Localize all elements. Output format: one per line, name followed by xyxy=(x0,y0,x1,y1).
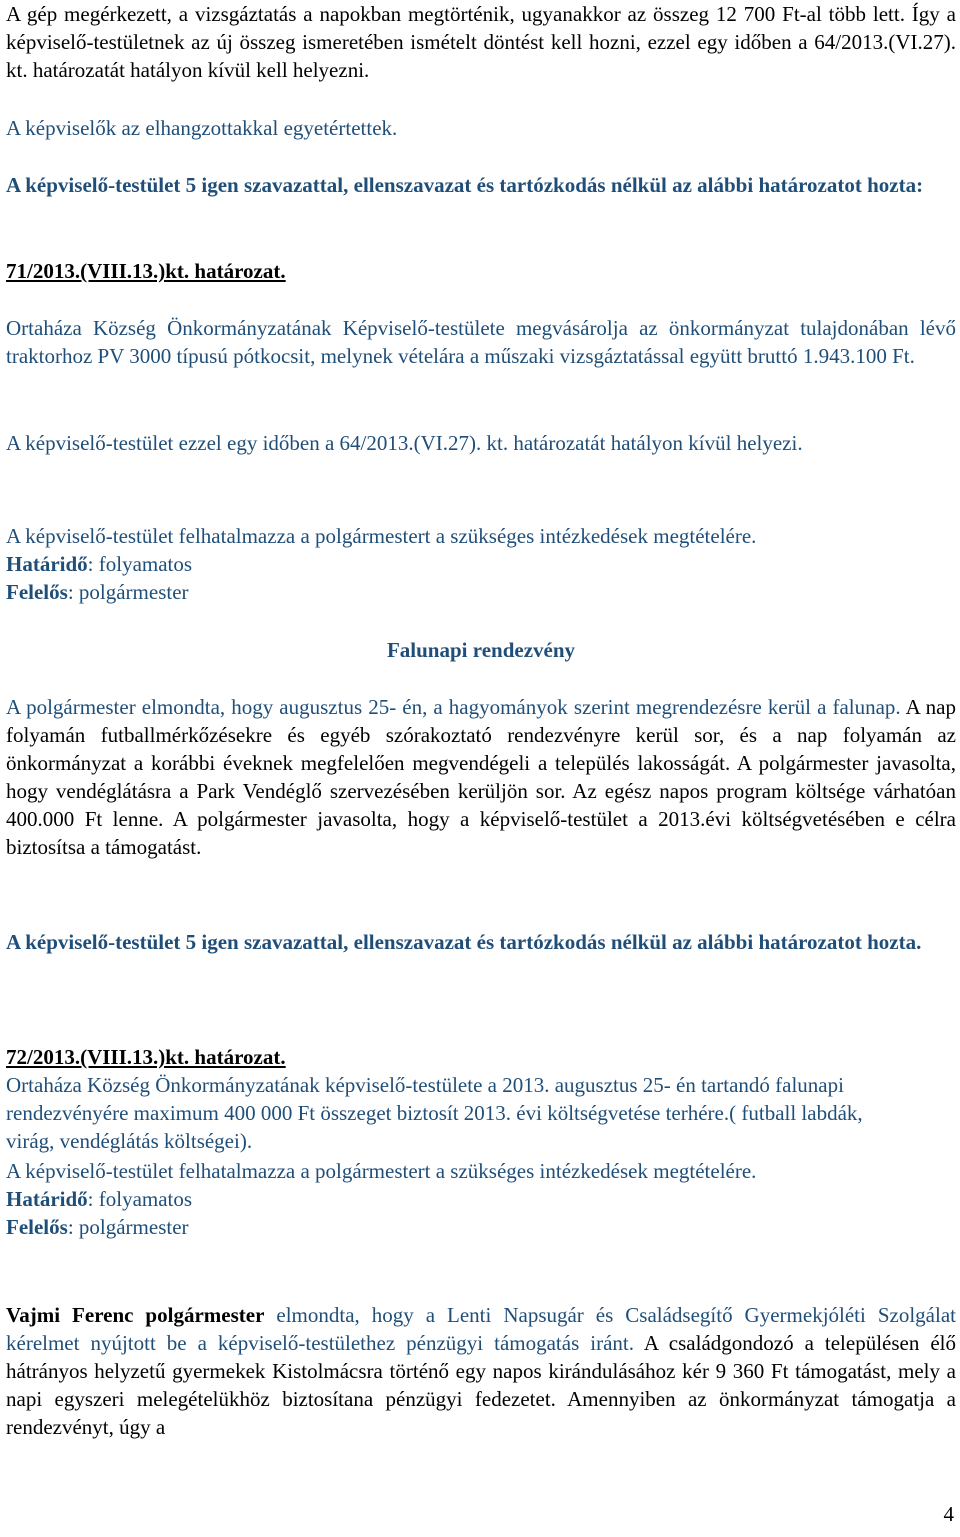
falunap-paragraph xyxy=(6,693,956,861)
responsible-value: : polgármester xyxy=(67,580,189,604)
page-number: 4 xyxy=(943,1502,954,1526)
vote-statement-1: A képviselő-testület 5 igen szavazattal, ellenszavazat és tartózkodás nélkül az alábbi határozatot hozta: xyxy=(6,173,924,197)
final-intro-text: elmondta, hogy a Lenti Napsugár és Családsegítő Gyermekjóléti Szolgálat kérelmet nyújtott be a képviselő-testülethez pénzügyi támogatás iránt. xyxy=(6,1303,956,1355)
resolution-72-text: Ortaháza Község Önkormányzatának képviselő-testülete a 2013. augusztus 25- én tartandó falunapi rendezvényére maximum 400 000 Ft összeget biztosít 2013. évi költségvetése terhére.( futball labdák, virág, vendéglátás költségei). xyxy=(6,1073,863,1153)
intro-text: A gép megérkezett, a vizsgáztatás a napokban megtörténik, ugyanakkor az összeg 12 700 Ft-al több lett. Így a képviselő-testületnek az új összeg ismeretében ismételt döntést kell hozni, ezzel egy időben a 64/2013.(VI.27). kt. határozatát hatályon kívül kell helyezni. xyxy=(6,2,956,82)
resolution-71-text: Ortaháza Község Önkormányzatának Képviselő-testülete megvásárolja az önkormányzat tulajdonában lévő traktorhoz PV 3000 típusú pótkocsit, melynek vételára a műszaki vizsgáztatással együtt bruttó 1.943.100 Ft. xyxy=(6,316,956,368)
resolution-71-number: 71/2013.(VIII.13.)kt. határozat. xyxy=(6,259,286,283)
deadline-label: Határidő xyxy=(6,1187,88,1211)
resolution-72-authorize: A képviselő-testület felhatalmazza a polgármestert a szükséges intézkedések megtételére. xyxy=(6,1159,757,1183)
speaker-name: Vajmi Ferenc polgármester xyxy=(6,1303,265,1327)
resolution-71-repeal: A képviselő-testület ezzel egy időben a 64/2013.(VI.27). kt. határozatát hatályon kívül helyezi. xyxy=(6,431,803,455)
deadline-value: : folyamatos xyxy=(87,1187,193,1211)
intro-paragraph xyxy=(6,0,956,84)
responsible-label: Felelős xyxy=(6,1215,68,1239)
responsible-value: : polgármester xyxy=(67,1215,189,1239)
responsible-label: Felelős xyxy=(6,580,68,604)
falunap-intro-text: A polgármester elmondta, hogy augusztus 25- én, a hagyományok szerint megrendezésre kerül a falunap. xyxy=(6,695,906,719)
final-paragraph xyxy=(6,1301,956,1441)
resolution-72-deadline xyxy=(6,1185,956,1213)
deadline-label: Határidő xyxy=(6,552,88,576)
agreement-sentence: A képviselők az elhangzottakkal egyetértettek. xyxy=(6,116,398,140)
resolution-71-responsible xyxy=(6,578,956,606)
resolution-72-responsible xyxy=(6,1213,956,1241)
resolution-71-authorize: A képviselő-testület felhatalmazza a polgármestert a szükséges intézkedések megtételére. xyxy=(6,524,757,548)
section-title: Falunapi rendezvény xyxy=(386,638,576,662)
deadline-value: : folyamatos xyxy=(87,552,193,576)
resolution-71-deadline xyxy=(6,550,956,578)
vote-statement-2: A képviselő-testület 5 igen szavazattal, ellenszavazat és tartózkodás nélkül az alábbi határozatot hozta. xyxy=(6,930,922,954)
falunap-body-text: A nap folyamán futballmérkőzésekre és egyéb szórakoztató rendezvényre kerül sor, és a nap folyamán az önkormányzat a korábbi éveknek megfelelően megvendégeli a település lakosságát. A polgármester javasolta, hogy vendéglátásra a Park Vendéglő szervezésében kerüljön sor. Az egész napos program költsége várhatóan 400.000 Ft lenne. A polgármester javasolta, hogy a képviselő-testület a 2013.évi költségvetésében e célra biztosítsa a támogatást. xyxy=(6,695,957,859)
final-body-text: A családgondozó a településen élő hátrányos helyzetű gyermekek Kistolmácsra történő egy napos kirándulásához kér 9 360 Ft támogatást, mely a napi egyszeri melegételükhöz biztosítana pénzügyi fedezetet. Amennyiben az önkormányzat támogatja a rendezvényt, úgy a xyxy=(6,1331,956,1439)
resolution-72-number: 72/2013.(VIII.13.)kt. határozat. xyxy=(6,1045,286,1069)
